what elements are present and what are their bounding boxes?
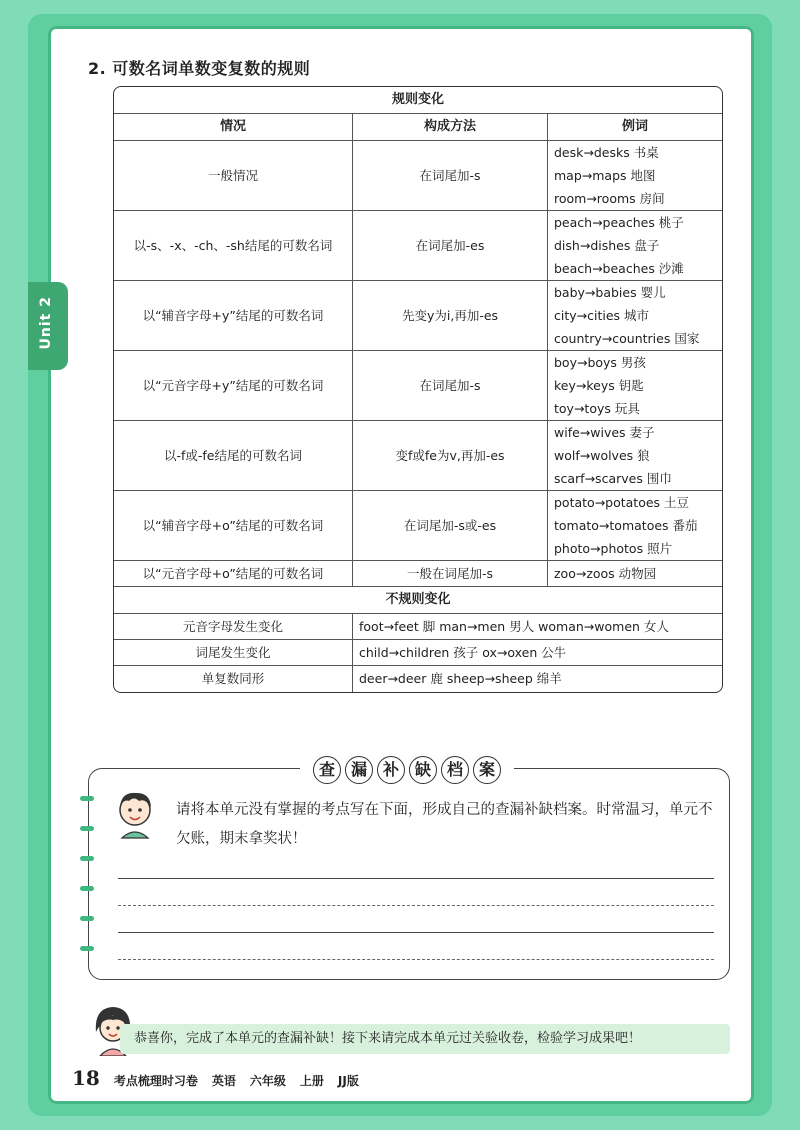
review-title-char: 缺 — [409, 756, 437, 784]
table-row — [114, 666, 722, 692]
column-header-examples: 例词 — [548, 114, 722, 141]
rule-method: 在词尾加-s — [353, 141, 548, 211]
irregular-examples: foot→feet 脚 man→men 男人 woman→women 女人 — [353, 614, 722, 640]
review-intro: 请将本单元没有掌握的考点写在下面，形成自己的查漏补缺档案。时常温习，单元不欠账，期末拿奖状！ — [176, 802, 713, 847]
example-word: map→maps 地图 — [554, 168, 656, 183]
review-title-char: 补 — [377, 756, 405, 784]
example-word: photo→photos 照片 — [554, 541, 673, 556]
table-row — [114, 351, 722, 421]
column-header-method: 构成方法 — [353, 114, 548, 141]
footer-subject: 英语 — [211, 1074, 236, 1088]
example-word: scarf→scarves 围巾 — [554, 471, 672, 486]
rule-case: 以-f或-fe结尾的可数名词 — [114, 421, 353, 491]
writing-line[interactable] — [118, 878, 714, 879]
review-title-char: 查 — [313, 756, 341, 784]
table-row — [114, 211, 722, 281]
rule-examples — [548, 561, 722, 587]
regular-header: 规则变化 — [114, 87, 722, 114]
rule-method: 变f或fe为v,再加-es — [353, 421, 548, 491]
section-title: 2. 可数名词单数变复数的规则 — [88, 59, 311, 78]
rule-method: 一般在词尾加-s — [353, 561, 548, 587]
example-word: key→keys 钥匙 — [554, 378, 644, 393]
rule-examples — [548, 491, 722, 561]
rule-examples — [548, 211, 722, 281]
example-word: desk→desks 书桌 — [554, 145, 659, 160]
example-word: room→rooms 房间 — [554, 191, 665, 206]
writing-line[interactable] — [118, 905, 714, 906]
example-word: boy→boys 男孩 — [554, 355, 646, 370]
review-title — [300, 752, 514, 788]
footer-grade: 六年级 — [249, 1074, 286, 1088]
example-word: beach→beaches 沙滩 — [554, 261, 684, 276]
rule-method: 在词尾加-es — [353, 211, 548, 281]
rule-examples — [548, 351, 722, 421]
irregular-case: 单复数同形 — [114, 666, 353, 692]
rule-examples — [548, 141, 722, 211]
footer-edition: JJ版 — [337, 1074, 359, 1088]
example-word: baby→babies 婴儿 — [554, 285, 666, 300]
example-word: city→cities 城市 — [554, 308, 650, 323]
plural-rules-table — [113, 86, 723, 693]
rule-examples — [548, 281, 722, 351]
rule-case: 以“元音字母+o”结尾的可数名词 — [114, 561, 353, 587]
review-title-char: 漏 — [345, 756, 373, 784]
review-title-char: 案 — [473, 756, 501, 784]
footer-term: 上册 — [299, 1074, 324, 1088]
rule-case: 以“辅音字母+o”结尾的可数名词 — [114, 491, 353, 561]
table-row — [114, 491, 722, 561]
table-row — [114, 141, 722, 211]
column-header-case: 情况 — [114, 114, 353, 141]
review-title-char: 档 — [441, 756, 469, 784]
table-row — [114, 640, 722, 666]
table-row — [114, 561, 722, 587]
irregular-examples: child→children 孩子 ox→oxen 公牛 — [353, 640, 722, 666]
irregular-case: 词尾发生变化 — [114, 640, 353, 666]
rule-case: 以“辅音字母+y”结尾的可数名词 — [114, 281, 353, 351]
boy-avatar-icon — [112, 788, 158, 840]
congrats-banner: 恭喜你，完成了本单元的查漏补缺！接下来请完成本单元过关验收卷，检验学习成果吧！ — [120, 1024, 730, 1054]
rule-examples — [548, 421, 722, 491]
rule-case: 一般情况 — [114, 141, 353, 211]
writing-line[interactable] — [118, 959, 714, 960]
footer-book: 考点梳理时习卷 — [113, 1074, 198, 1088]
example-word: tomato→tomatoes 番茄 — [554, 518, 698, 533]
table-row — [114, 421, 722, 491]
example-word: dish→dishes 盘子 — [554, 238, 660, 253]
unit-tab — [28, 282, 68, 370]
example-word: peach→peaches 桃子 — [554, 215, 684, 230]
table-row — [114, 281, 722, 351]
example-word: zoo→zoos 动物园 — [554, 566, 657, 581]
page-footer — [72, 1066, 359, 1090]
unit-tab-label: Unit 2 — [38, 296, 54, 350]
irregular-case: 元音字母发生变化 — [114, 614, 353, 640]
irregular-header: 不规则变化 — [114, 587, 722, 614]
writing-line[interactable] — [118, 932, 714, 933]
binding-dots — [80, 796, 94, 976]
example-word: wolf→wolves 狼 — [554, 448, 650, 463]
example-word: country→countries 国家 — [554, 331, 700, 346]
rule-method: 在词尾加-s — [353, 351, 548, 421]
rule-method: 在词尾加-s或-es — [353, 491, 548, 561]
rule-case: 以-s、-x、-ch、-sh结尾的可数名词 — [114, 211, 353, 281]
irregular-examples: deer→deer 鹿 sheep→sheep 绵羊 — [359, 671, 562, 686]
example-word: wife→wives 妻子 — [554, 425, 655, 440]
table-row — [114, 614, 722, 640]
example-word: toy→toys 玩具 — [554, 401, 640, 416]
page-number: 18 — [72, 1066, 100, 1090]
rule-method: 先变y为i,再加-es — [353, 281, 548, 351]
example-word: potato→potatoes 土豆 — [554, 495, 690, 510]
rule-case: 以“元音字母+y”结尾的可数名词 — [114, 351, 353, 421]
